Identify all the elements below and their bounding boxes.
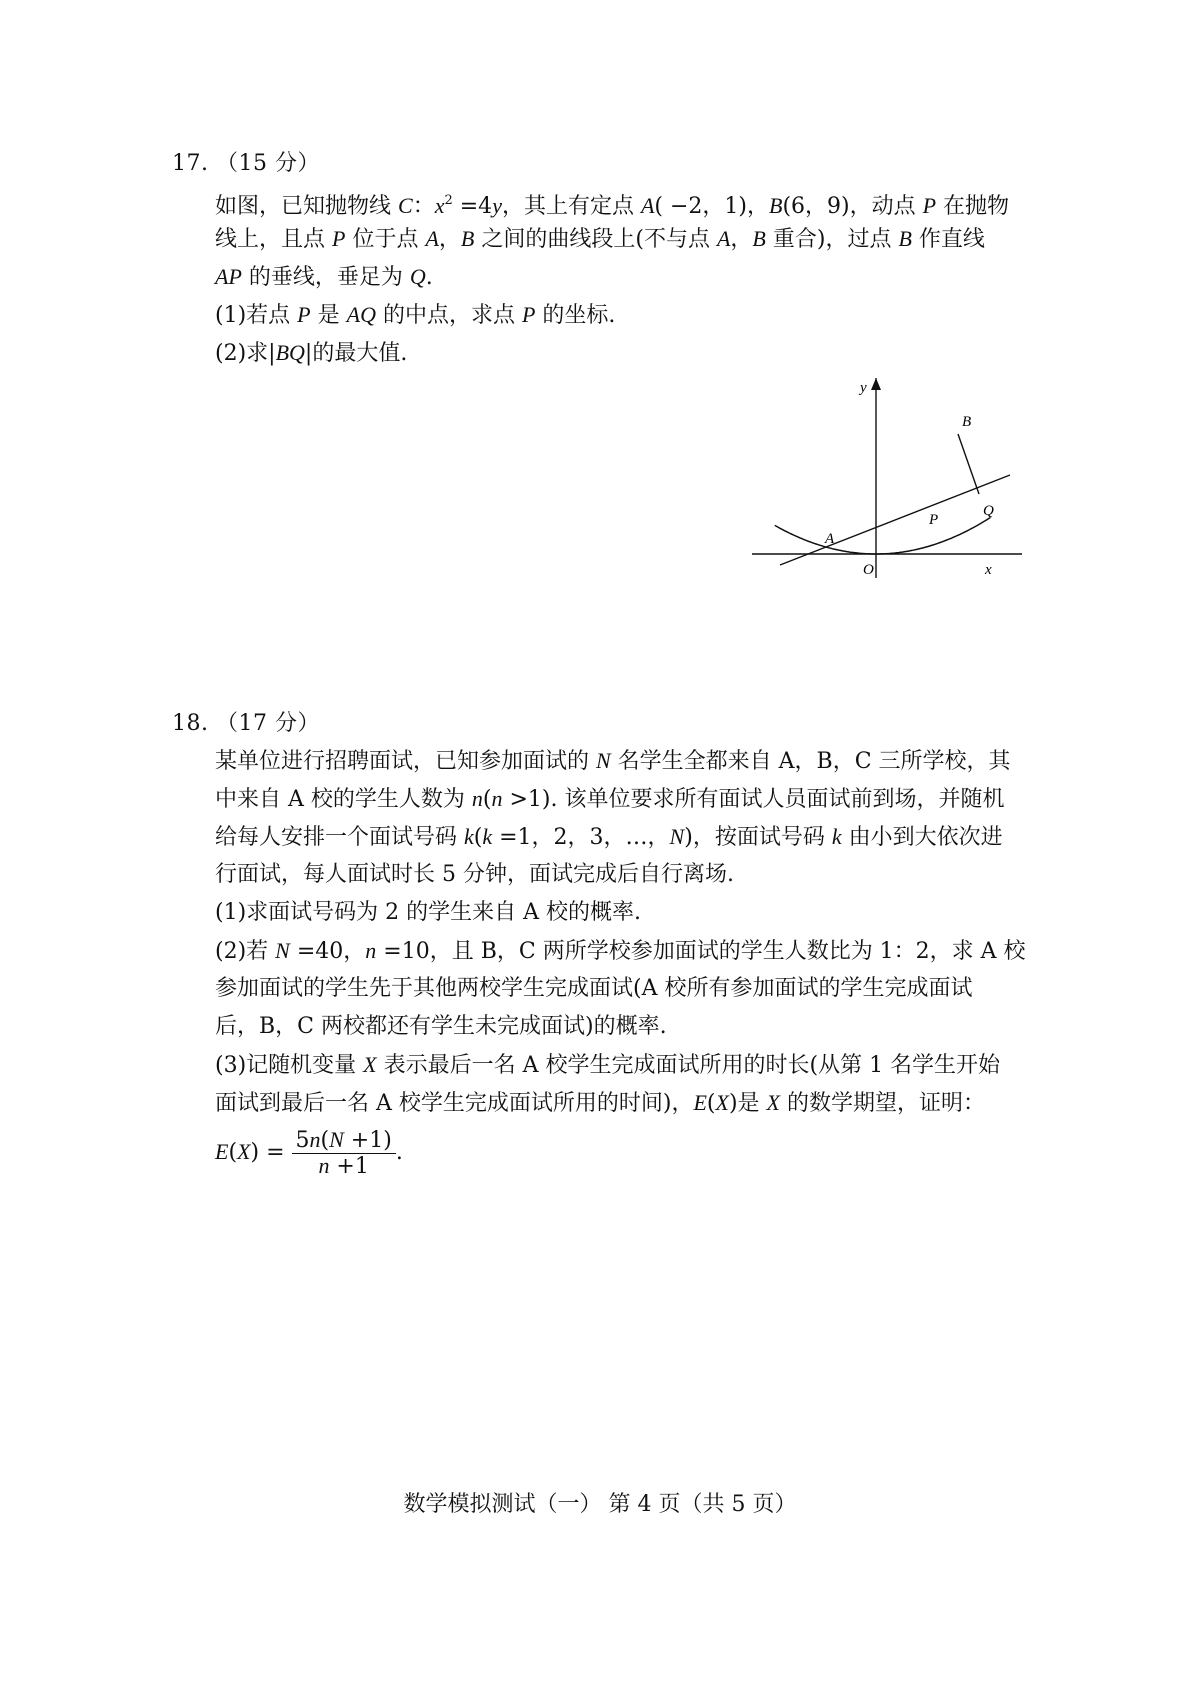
q18-part-2-line-3: 后，B，C 两校都还有学生未完成面试)的概率. bbox=[215, 1014, 667, 1039]
line-ap bbox=[780, 475, 1010, 565]
point-a-label: A bbox=[825, 531, 835, 547]
expectation-fraction bbox=[292, 1128, 396, 1179]
parabola-curve bbox=[775, 518, 991, 555]
fraction-numerator: 5n(N +1) bbox=[292, 1128, 396, 1154]
q18-part-3-line-2: 面试到最后一名 A 校学生完成面试所用的时间)，E(X)是 X 的数学期望，证明： bbox=[215, 1090, 985, 1116]
q17-intro-line-1: 如图，已知抛物线 C：$x^2 =4y$，其上有定点 A( −2，1)，B(6，9)，动点 P 在抛物 bbox=[215, 193, 1010, 219]
question-17-score: （15 分） bbox=[216, 151, 320, 176]
q17-intro-line-3: AP 的垂线，垂足为 Q. bbox=[215, 264, 433, 290]
q18-intro-line-3: 给每人安排一个面试号码 k(k =1，2，3，…，N)，按面试号码 k 由小到大依次进 bbox=[215, 824, 1003, 850]
q17-intro-line-2: 线上，且点 P 位于点 A，B 之间的曲线段上(不与点 A，B 重合)，过点 B 作直线 bbox=[215, 226, 985, 252]
q17-part-1: (1)若点 P 是 AQ 的中点，求点 P 的坐标. bbox=[215, 302, 616, 328]
q18-intro-line-2: 中来自 A 校的学生人数为 n(n >1). 该单位要求所有面试人员面试前到场，并随机 bbox=[215, 786, 1005, 812]
question-18-body bbox=[215, 742, 1025, 1182]
q18-intro-line-1: 某单位进行招聘面试，已知参加面试的 N 名学生全都来自 A，B，C 三所学校，其 bbox=[215, 748, 1011, 774]
q18-intro-line-4: 行面试，每人面试时长 5 分钟，面试完成后自行离场. bbox=[215, 862, 734, 887]
parabola-figure bbox=[752, 378, 1032, 588]
q18-part-2-line-2: 参加面试的学生先于其他两校学生完成面试(A 校所有参加面试的学生完成面试 bbox=[215, 976, 973, 1001]
point-q-label: Q bbox=[983, 503, 994, 519]
question-18-header bbox=[172, 706, 320, 737]
question-18-score: （17 分） bbox=[216, 711, 320, 736]
point-b-label: B bbox=[962, 414, 972, 430]
y-axis-label: y bbox=[860, 380, 867, 396]
point-p-label: P bbox=[929, 512, 939, 528]
question-17-header bbox=[172, 146, 320, 177]
q18-part-3-line-1: (3)记随机变量 X 表示最后一名 A 校学生完成面试所用的时长(从第 1 名学生开始 bbox=[215, 1052, 1001, 1078]
q17-part-2: (2)求|BQ|的最大值. bbox=[215, 340, 408, 366]
question-18-number: 18. bbox=[172, 711, 209, 736]
x-axis-label: x bbox=[985, 562, 992, 578]
origin-label: O bbox=[863, 562, 874, 578]
question-17-number: 17. bbox=[172, 151, 209, 176]
q18-part-1: (1)求面试号码为 2 的学生来自 A 校的概率. bbox=[215, 900, 642, 925]
q18-expectation-equation: E(X) = $\frac{5n(N +1)}{n +1}$ . bbox=[215, 1126, 403, 1179]
segment-bq bbox=[958, 434, 979, 494]
page-footer: 数学模拟测试（一） 第 4 页（共 5 页） bbox=[403, 1492, 797, 1517]
question-17-body bbox=[215, 182, 1025, 372]
q18-part-2-line-1: (2)若 N =40，n =10，且 B，C 两所学校参加面试的学生人数比为 1：2，求 A 校 bbox=[215, 938, 1026, 964]
y-axis-arrow-icon bbox=[871, 378, 881, 390]
fraction-denominator: n +1 bbox=[318, 1152, 369, 1179]
